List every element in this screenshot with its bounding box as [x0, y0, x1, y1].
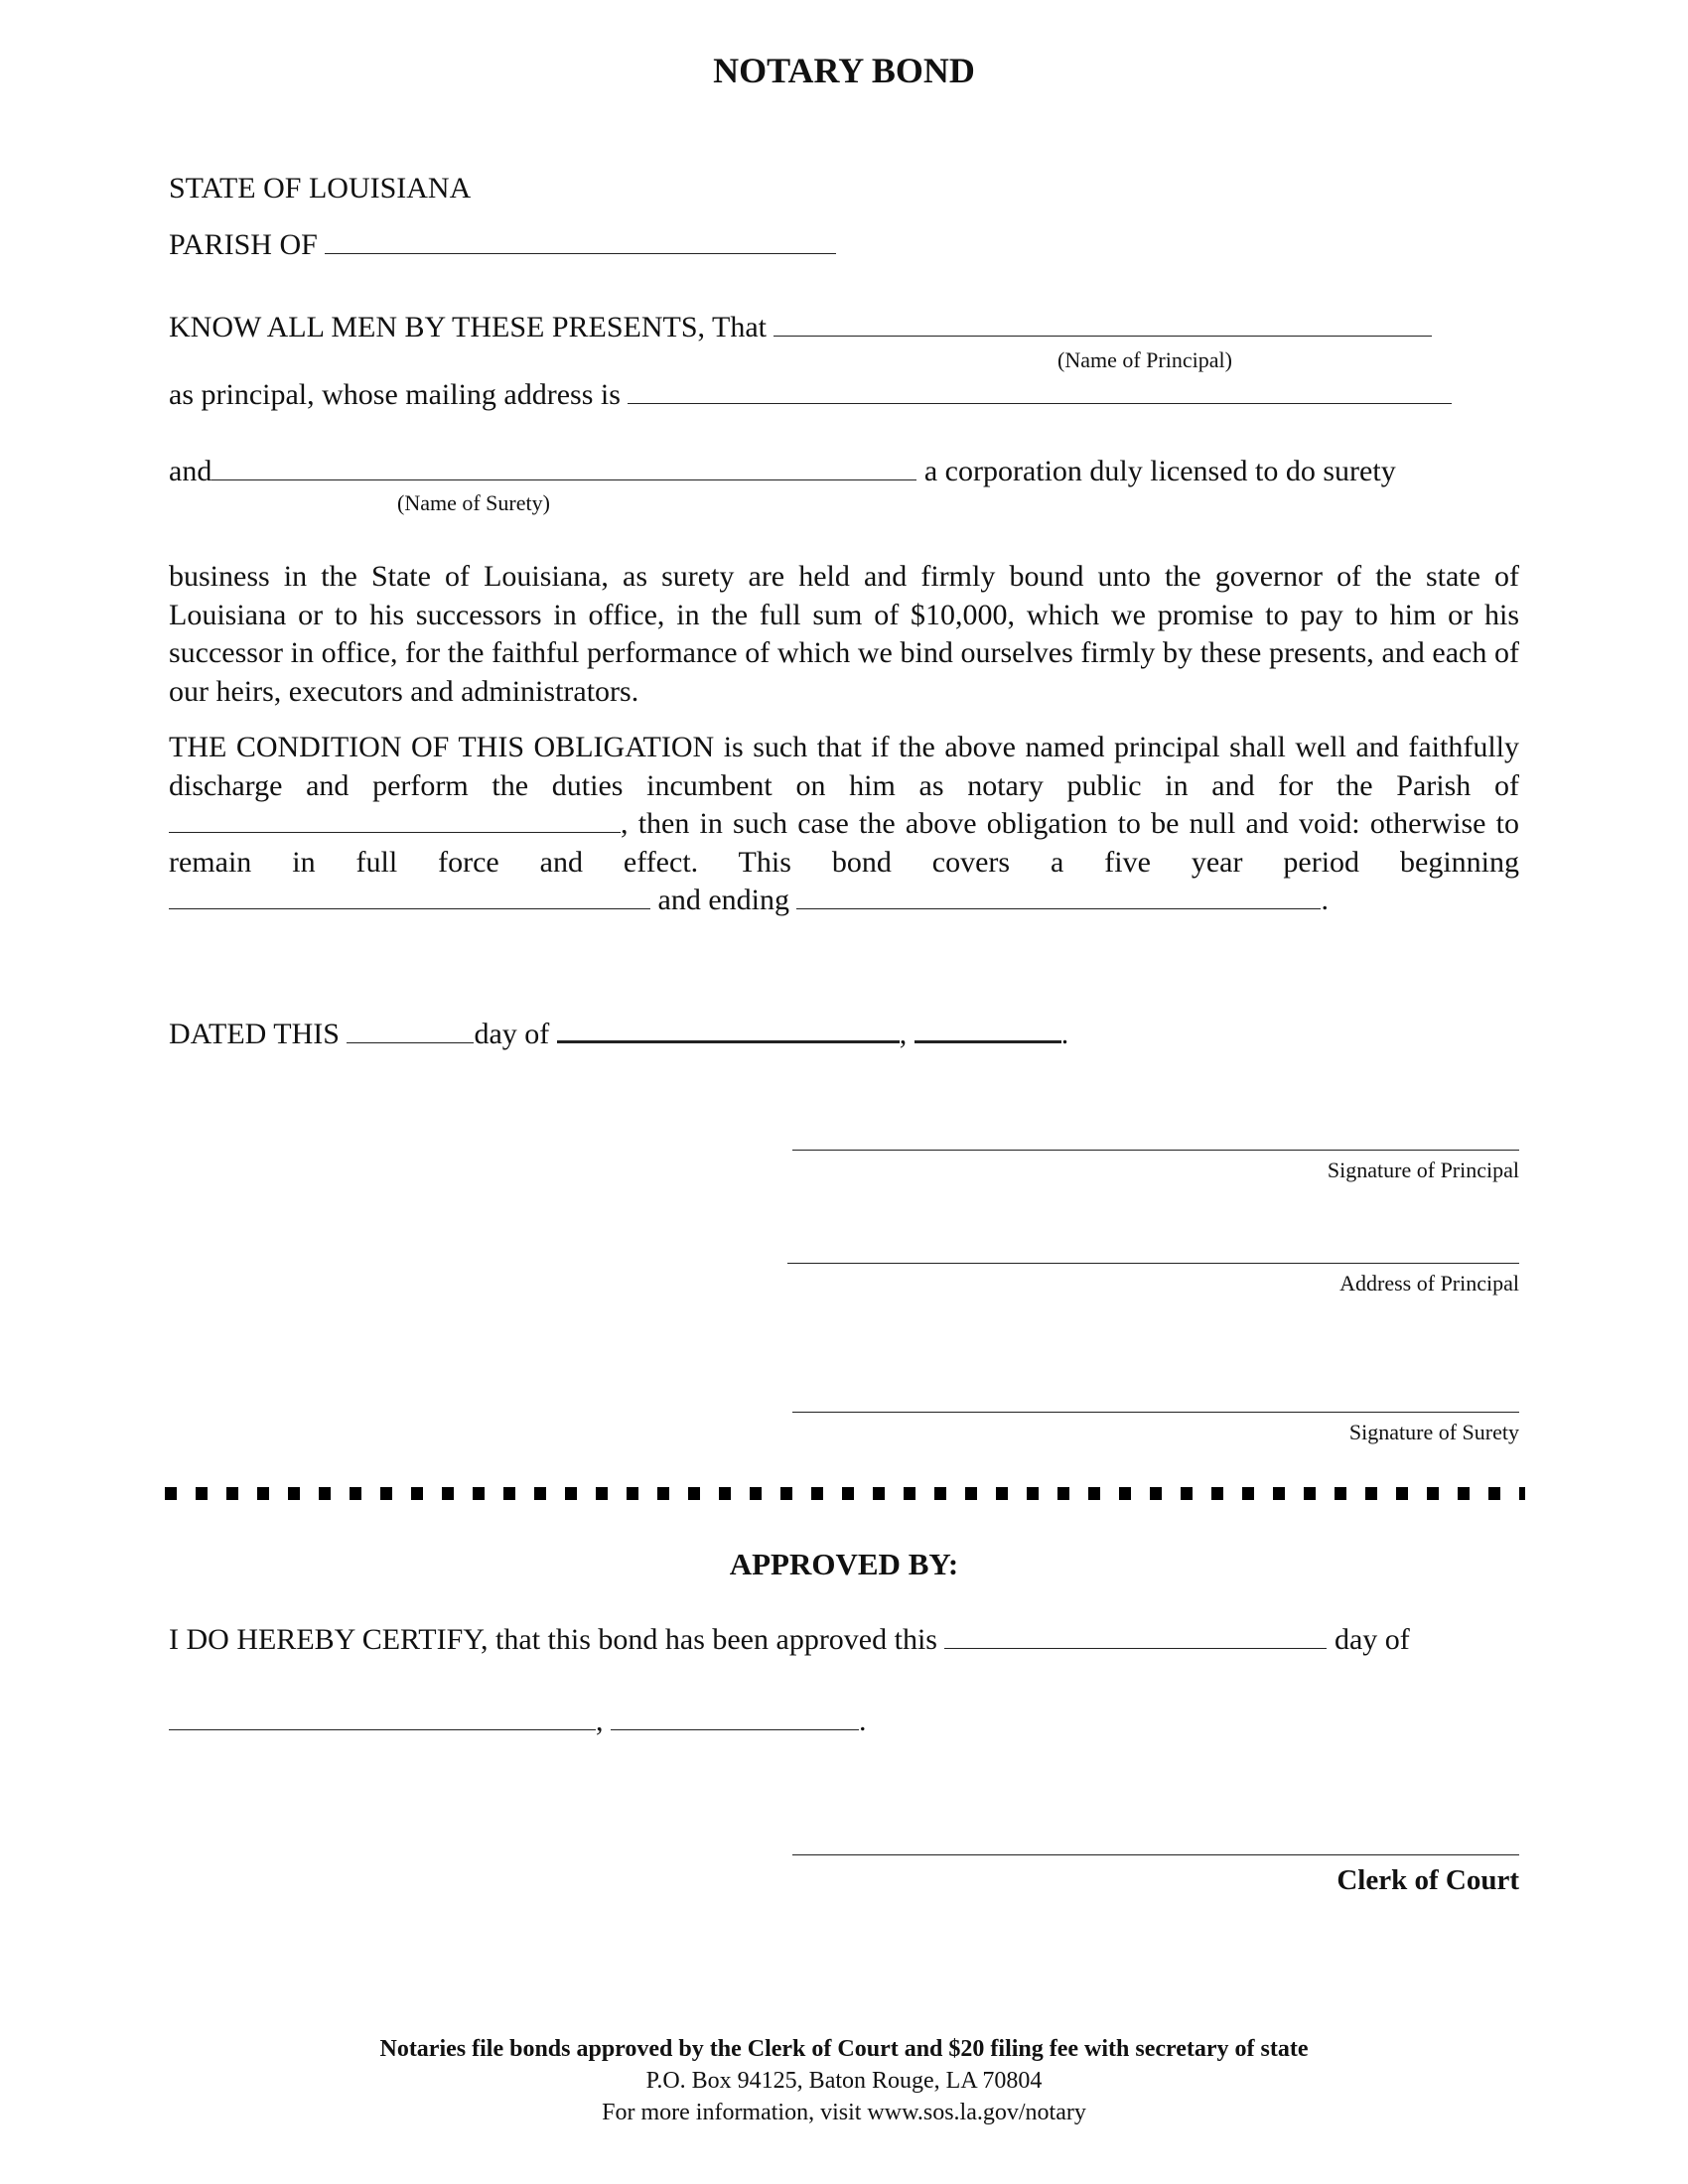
- approval-month-field[interactable]: [169, 1704, 596, 1730]
- principal-address-line[interactable]: [787, 1263, 1519, 1264]
- approval-year-field[interactable]: [611, 1704, 859, 1730]
- certify-row: [169, 1622, 1410, 1658]
- signature-of-surety-label: Signature of Surety: [1348, 1420, 1519, 1444]
- condition-paragraph: [169, 729, 1519, 920]
- mailing-address-row: [169, 377, 1452, 413]
- state-line: STATE OF LOUISIANA: [169, 172, 472, 205]
- name-of-principal-caption: (Name of Principal): [1057, 347, 1232, 372]
- bond-paragraph: business in the State of Louisiana, as surety are held and firmly bound unto the governor of the state of Louisiana or to his successors in office, in the full sum of $10,000, which we promise to pay to him or his successor in office, for the faithful performance of which we bind ourselves firmly by these presents, and each of our heirs, executors and administrators.: [169, 560, 1519, 708]
- parish-row: [169, 227, 836, 263]
- parish-field[interactable]: [325, 227, 836, 254]
- approved-by-heading: APPROVED BY:: [729, 1547, 959, 1581]
- surety-row: [169, 454, 1396, 489]
- dated-year-field[interactable]: [914, 1015, 1061, 1043]
- page-title: NOTARY BOND: [713, 51, 975, 90]
- beginning-date-field[interactable]: [169, 883, 650, 909]
- surety-name-field[interactable]: [211, 454, 916, 480]
- footer-info-link[interactable]: For more information, visit www.sos.la.gov/notary: [602, 2100, 1086, 2125]
- cut-line-divider: [165, 1487, 1525, 1500]
- parish-of-duty-field[interactable]: [169, 806, 621, 833]
- mailing-address-label: as principal, whose mailing address is: [169, 378, 621, 411]
- footer-filing-note: Notaries file bonds approved by the Clerk of Court and $20 filing fee with secretary of state: [379, 2036, 1309, 2062]
- dated-label: DATED THIS: [169, 1018, 340, 1050]
- principal-signature-line[interactable]: [792, 1150, 1519, 1151]
- know-all-row: [169, 310, 1432, 345]
- principal-name-field[interactable]: [774, 310, 1432, 337]
- name-of-surety-caption: (Name of Surety): [397, 490, 550, 515]
- address-of-principal-label: Address of Principal: [1339, 1271, 1519, 1296]
- condition-part-3: and ending: [657, 884, 789, 916]
- dated-comma: ,: [899, 1018, 908, 1050]
- dated-row: [169, 1015, 1068, 1052]
- certify-day-of: day of: [1334, 1623, 1410, 1656]
- approval-day-field[interactable]: [944, 1622, 1327, 1649]
- know-all-label: KNOW ALL MEN BY THESE PRESENTS, That: [169, 311, 767, 343]
- condition-part-1: THE CONDITION OF THIS OBLIGATION is such that if the above named principal shall well and faithfully discharge and perform the duties incumbent on him as notary public in and for the Parish of: [169, 731, 1519, 802]
- signature-of-principal-label: Signature of Principal: [1327, 1158, 1519, 1182]
- approval-comma: ,: [596, 1705, 604, 1737]
- dated-day-of: day of: [474, 1018, 550, 1050]
- clerk-signature-line[interactable]: [792, 1854, 1519, 1855]
- parish-label: PARISH OF: [169, 228, 318, 261]
- condition-part-2: , then in such case the above obligation to be null and void: otherwise to remain in full force and effect. This bond covers a five year period beginning: [169, 807, 1519, 879]
- approval-period: .: [859, 1705, 867, 1737]
- certify-text: I DO HEREBY CERTIFY, that this bond has been approved this: [169, 1623, 937, 1656]
- and-label: and: [169, 455, 212, 487]
- dated-period: .: [1060, 1018, 1069, 1050]
- ending-date-field[interactable]: [796, 883, 1321, 909]
- approval-date-row: [169, 1704, 867, 1739]
- condition-part-4: .: [1321, 884, 1329, 916]
- surety-signature-line[interactable]: [792, 1412, 1519, 1413]
- footer-address: P.O. Box 94125, Baton Rouge, LA 70804: [645, 2068, 1043, 2094]
- surety-tail: a corporation duly licensed to do surety: [923, 455, 1396, 487]
- dated-day-field[interactable]: [347, 1017, 474, 1043]
- dated-month-field[interactable]: [557, 1015, 900, 1043]
- mailing-address-field[interactable]: [628, 377, 1452, 404]
- clerk-of-court-label: Clerk of Court: [1336, 1864, 1519, 1896]
